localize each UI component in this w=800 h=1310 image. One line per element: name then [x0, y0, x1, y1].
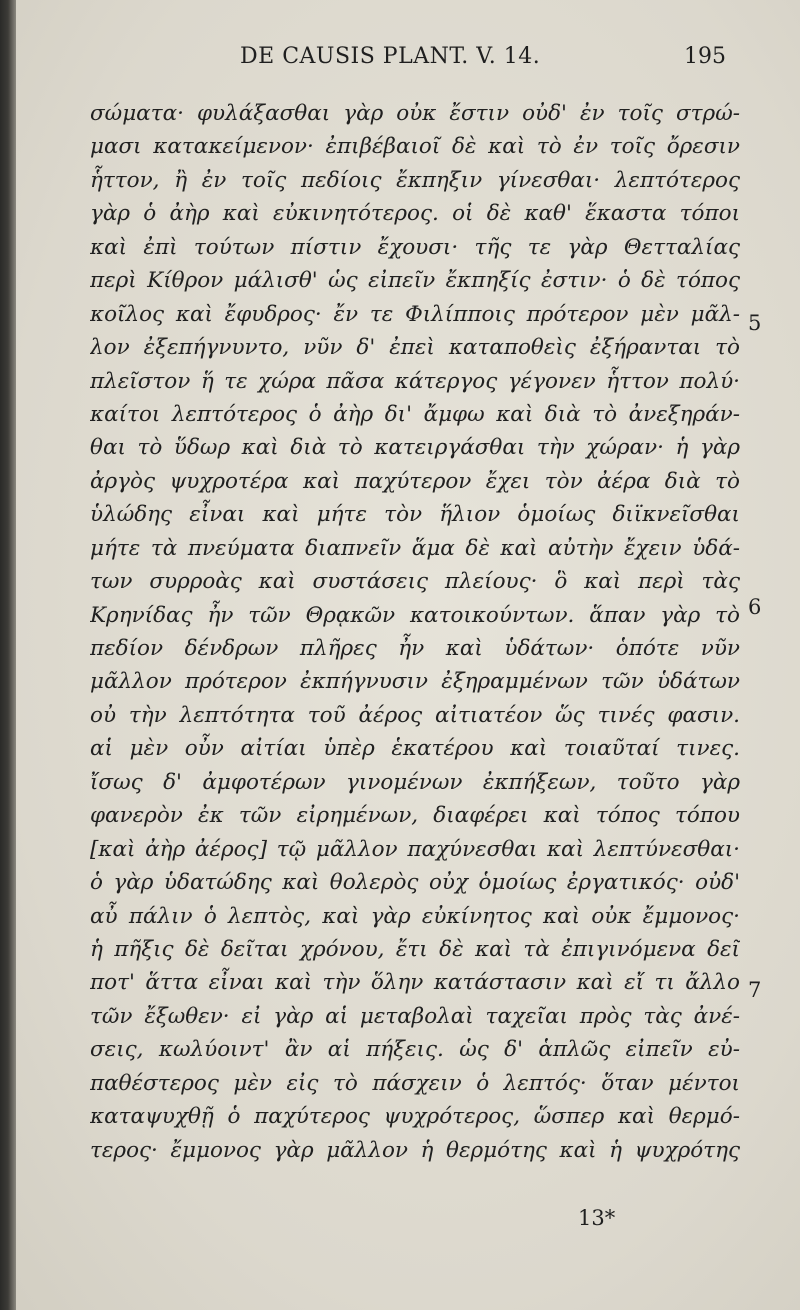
- text-line: κοῖλος καὶ ἔφυδρος· ἔν τε Φιλίπποις πρότερον μὲν μᾶλ-: [90, 301, 740, 327]
- margin-section-number-7: 7: [748, 978, 762, 1002]
- text-line: πλεῖστον ἥ τε χώρα πᾶσα κάτεργος γέγονεν ἧττον πολύ·: [90, 368, 740, 394]
- text-line: πεδίον δένδρων πλῆρες ἦν καὶ ὑδάτων· ὁπότε νῦν: [90, 636, 740, 661]
- text-line: ποτ' ἅττα εἶναι καὶ τὴν ὅλην κατάστασιν καὶ εἴ τι ἄλλο: [90, 970, 740, 996]
- text-line: περὶ Κίθρον μάλισθ' ὡς εἰπεῖν ἔκπηξίς ἐστιν· ὁ δὲ τόπος: [90, 268, 740, 294]
- text-line: των συρροὰς καὶ συστάσεις πλείους· ὃ καὶ περὶ τὰς: [90, 569, 740, 595]
- margin-section-number-5: 5: [748, 311, 762, 335]
- text-line: τῶν ἔξωθεν· εἰ γὰρ αἱ μεταβολαὶ ταχεῖαι πρὸς τὰς ἀνέ-: [90, 1003, 740, 1029]
- text-line: καταψυχθῇ ὁ παχύτερος ψυχρότερος, ὥσπερ καὶ θερμό-: [90, 1104, 740, 1130]
- text-line: φανερὸν ἐκ τῶν εἰρημένων, διαφέρει καὶ τόπος τόπου: [90, 803, 740, 829]
- text-line: καίτοι λεπτότερος ὁ ἀὴρ δι' ἄμφω καὶ διὰ τὸ ἀνεξηράν-: [90, 401, 740, 427]
- text-line: ἴσως δ' ἀμφοτέρων γινομένων ἐκπήξεων, τοῦτο γὰρ: [90, 769, 740, 795]
- text-line: ἀργὸς ψυχροτέρα καὶ παχύτερον ἔχει τὸν ἀέρα διὰ τὸ: [90, 468, 740, 494]
- page-header: [90, 44, 730, 76]
- greek-text-block: [90, 97, 740, 1167]
- text-line: οὐ τὴν λεπτότητα τοῦ ἀέρος αἰτιατέον ὥς τινές φασιν.: [90, 702, 740, 728]
- text-line: παθέστερος μὲν εἰς τὸ πάσχειν ὁ λεπτός· ὅταν μέντοι: [90, 1070, 740, 1096]
- text-line: λον ἐξεπήγνυντο, νῦν δ' ἐπεὶ καταποθεὶς ἐξήρανται τὸ: [90, 335, 740, 361]
- text-line: αἱ μὲν οὖν αἰτίαι ὑπὲρ ἑκατέρου καὶ τοιαῦταί τινες.: [90, 736, 740, 762]
- text-line: μασι κατακείμενον· ἐπιβέβαιοῖ δὲ καὶ τὸ ἐν τοῖς ὄρεσιν: [90, 134, 740, 160]
- text-line: μᾶλλον πρότερον ἐκπήγνυσιν ἐξηραμμένων τῶν ὑδάτων: [90, 669, 740, 695]
- text-line: Κρηνίδας ἦν τῶν Θρᾳκῶν κατοικούντων. ἅπαν γὰρ τὸ: [90, 602, 740, 628]
- running-head: DE CAUSIS PLANT. V. 14.: [240, 44, 541, 69]
- text-line: ὑλώδης εἶναι καὶ μήτε τὸν ἥλιον ὁμοίως διϊκνεῖσθαι: [90, 502, 740, 528]
- text-line: [καὶ ἀὴρ ἀέρος] τῷ μᾶλλον παχύνεσθαι καὶ λεπτύνεσθαι·: [90, 836, 740, 862]
- text-line: ἡ πῆξις δὲ δεῖται χρόνου, ἔτι δὲ καὶ τὰ ἐπιγινόμενα δεῖ: [90, 936, 740, 962]
- binding-gutter: [0, 0, 16, 1310]
- text-line: καὶ ἐπὶ τούτων πίστιν ἔχουσι· τῆς τε γὰρ Θετταλίας: [90, 234, 740, 260]
- text-line: γὰρ ὁ ἀὴρ καὶ εὐκινητότερος. οἱ δὲ καθ' ἕκαστα τόποι: [90, 201, 740, 227]
- text-line: ἧττον, ἢ ἐν τοῖς πεδίοις ἔκπηξιν γίνεσθαι· λεπτότερος: [90, 167, 740, 193]
- text-line: μήτε τὰ πνεύματα διαπνεῖν ἅμα δὲ καὶ αὐτὴν ἔχειν ὑδά-: [90, 535, 740, 561]
- text-line: σώματα· φυλάξασθαι γὰρ οὐκ ἔστιν οὐδ' ἐν τοῖς στρώ-: [90, 101, 740, 126]
- page-number: 195: [684, 44, 726, 69]
- signature-mark: 13*: [578, 1206, 616, 1230]
- text-line: τερος· ἔμμονος γὰρ μᾶλλον ἡ θερμότης καὶ ἡ ψυχρότης: [90, 1137, 740, 1163]
- text-line: αὖ πάλιν ὁ λεπτὸς, καὶ γὰρ εὐκίνητος καὶ οὐκ ἔμμονος·: [90, 903, 740, 929]
- text-line: σεις, κωλύοιντ' ἂν αἱ πήξεις. ὡς δ' ἁπλῶς εἰπεῖν εὐ-: [90, 1037, 740, 1063]
- text-line: θαι τὸ ὕδωρ καὶ διὰ τὸ κατειργάσθαι τὴν χώραν· ἡ γὰρ: [90, 435, 740, 461]
- margin-section-number-6: 6: [748, 595, 762, 619]
- text-line: ὁ γὰρ ὑδατώδης καὶ θολερὸς οὐχ ὁμοίως ἐργατικός· οὐδ': [90, 870, 740, 896]
